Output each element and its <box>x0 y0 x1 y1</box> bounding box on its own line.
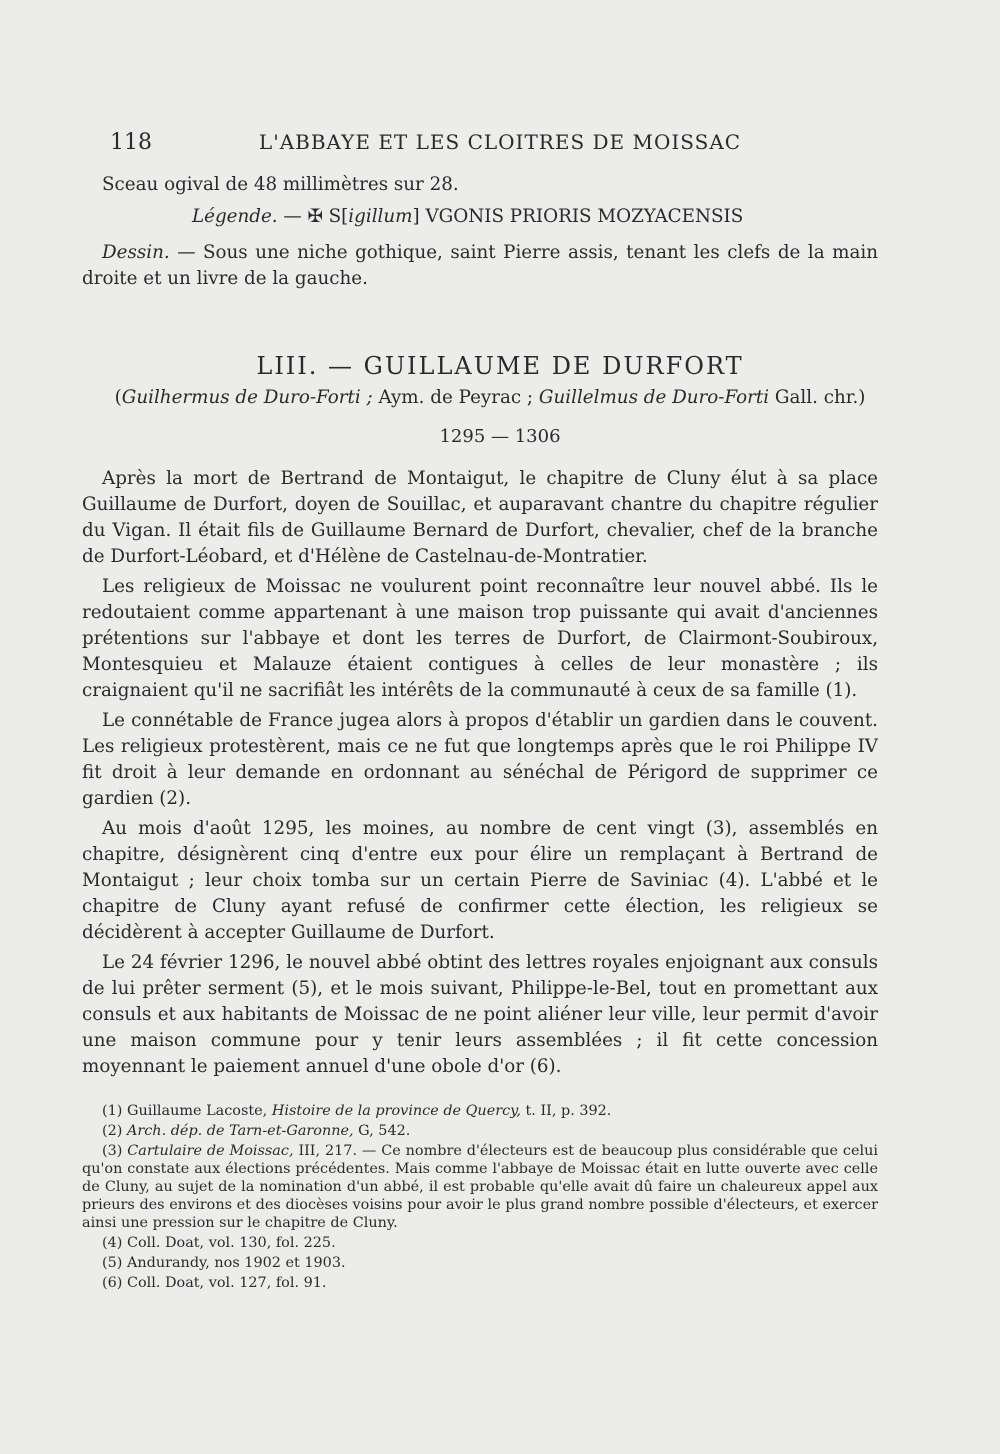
footnote-2 <box>82 1122 878 1140</box>
paragraph-5: Le 24 février 1296, le nouvel abbé obtint des lettres royales enjoignant aux consuls de lui prêter serment (5), et le mois suivant, Philippe-le-Bel, tout en promettant aux consuls et aux habitants de Moissac de ne point aliéner leur ville, leur permit d'avoir une maison commune pour y tenir leurs assemblées ; il fit cette concession moyennant le paiement annuel d'une obole d'or (6). <box>82 952 878 1077</box>
footnote-1 <box>82 1102 878 1120</box>
legend-igillum: igillum <box>348 206 413 227</box>
paragraph-1: Après la mort de Bertrand de Montaigut, le chapitre de Cluny élut à sa place Guillaume de Durfort, doyen de Souillac, et auparavant chantre du chapitre régulier du Vigan. Il était fils de Guillaume Bernard de Durfort, chevalier, chef de la branche de Durfort-Léobard, et d'Hélène de Castelnau-de-Montratier. <box>82 468 878 567</box>
chapter-title: LIII. — GUILLAUME DE DURFORT <box>256 352 744 380</box>
legend-inscription: ] VGONIS PRIORIS MOZYACENSIS <box>412 206 744 227</box>
legend-s: S[ <box>328 206 349 227</box>
footnote-1-pre: (1) Guillaume Lacoste, <box>102 1103 272 1119</box>
footnote-3 <box>82 1142 878 1232</box>
seal-legend <box>82 204 878 230</box>
variant-1-source: Aym. de Peyrac ; <box>372 387 539 408</box>
body-paragraphs <box>82 466 878 1084</box>
seal-drawing <box>82 240 878 292</box>
name-variants <box>100 387 880 408</box>
footnote-6: (6) Coll. Doat, vol. 127, fol. 91. <box>102 1275 327 1291</box>
footnote-3-title: Cartulaire de Moissac, <box>127 1143 294 1159</box>
page-number: 118 <box>110 130 152 155</box>
variant-1: Guilhermus de Duro-Forti ; <box>121 387 373 408</box>
running-title: L'ABBAYE ET LES CLOITRES DE MOISSAC <box>258 130 742 154</box>
legend-dash: — <box>277 206 308 227</box>
footnote-2-pre: (2) <box>102 1123 127 1139</box>
variant-2-source: Gall. chr.) <box>769 387 866 408</box>
legend-label: Légende. <box>192 206 278 227</box>
seal-size: Sceau ogival de 48 millimètres sur 28. <box>102 174 459 195</box>
footnote-2-title: Arch. dép. de Tarn-et-Garonne, <box>126 1123 354 1139</box>
paragraph-4: Au mois d'août 1295, les moines, au nombre de cent vingt (3), assemblés en chapitre, désignèrent cinq d'entre eux pour élire un remplaçant à Bertrand de Montaigut ; leur choix tomba sur un certain Pierre de Saviniac (4). L'abbé et le chapitre de Cluny ayant refusé de confirmer cette élection, les religieux se décidèrent à accepter Guillaume de Durfort. <box>82 818 878 943</box>
footnotes <box>82 1102 878 1294</box>
cross-icon: ✠ <box>307 206 323 227</box>
drawing-label: Dessin. <box>102 242 170 263</box>
paragraph-2: Les religieux de Moissac ne voulurent point reconnaître leur nouvel abbé. Ils le redoutaient comme appartenant à une maison trop puissante qui avait d'anciennes prétentions sur l'abbaye et dont les terres de Durfort, de Clairmont-Soubiroux, Montesquieu et Malauze étaient contigues à celles de leur monastère ; ils craignaient qu'il ne sacrifiât les intérêts de la communauté à ceux de sa famille (1). <box>82 576 878 701</box>
footnote-4: (4) Coll. Doat, vol. 130, fol. 225. <box>102 1235 336 1251</box>
variant-2: Guillelmus de Duro-Forti <box>538 387 770 408</box>
footnote-1-post: t. II, p. 392. <box>520 1103 612 1119</box>
footnote-2-post: G, 542. <box>353 1123 411 1139</box>
footnote-3-pre: (3) <box>102 1143 128 1159</box>
date-range: 1295 — 1306 <box>439 426 561 447</box>
paragraph-3: Le connétable de France jugea alors à propos d'établir un gardien dans le couvent. Les religieux protestèrent, mais ce ne fut que longtemps après que le roi Philippe IV fit droit à leur demande en ordonnant au sénéchal de Périgord de supprimer ce gardien (2). <box>82 710 878 809</box>
footnote-5: (5) Andurandy, nos 1902 et 1903. <box>102 1255 346 1271</box>
footnote-3-post: III, 217. — Ce nombre d'électeurs est de beaucoup plus considérable que celui qu'on constate aux élections précédentes. Mais comme l'abbaye de Moissac était en lutte ouverte avec celle de Cluny, au sujet de la nomination d'un abbé, il est probable qu'elle avait dû faire un chaleureux appel aux prieurs des environs et des diocèses voisins pour avoir le plus grand nombre possible d'électeurs, et exercer ainsi une pression sur le chapitre de Cluny. <box>82 1143 878 1231</box>
drawing-description: — Sous une niche gothique, saint Pierre assis, tenant les clefs de la main droite et un livre de la gauche. <box>82 242 878 289</box>
footnote-1-title: Histoire de la province de Quercy, <box>271 1103 521 1119</box>
variants-open: ( <box>114 387 122 408</box>
